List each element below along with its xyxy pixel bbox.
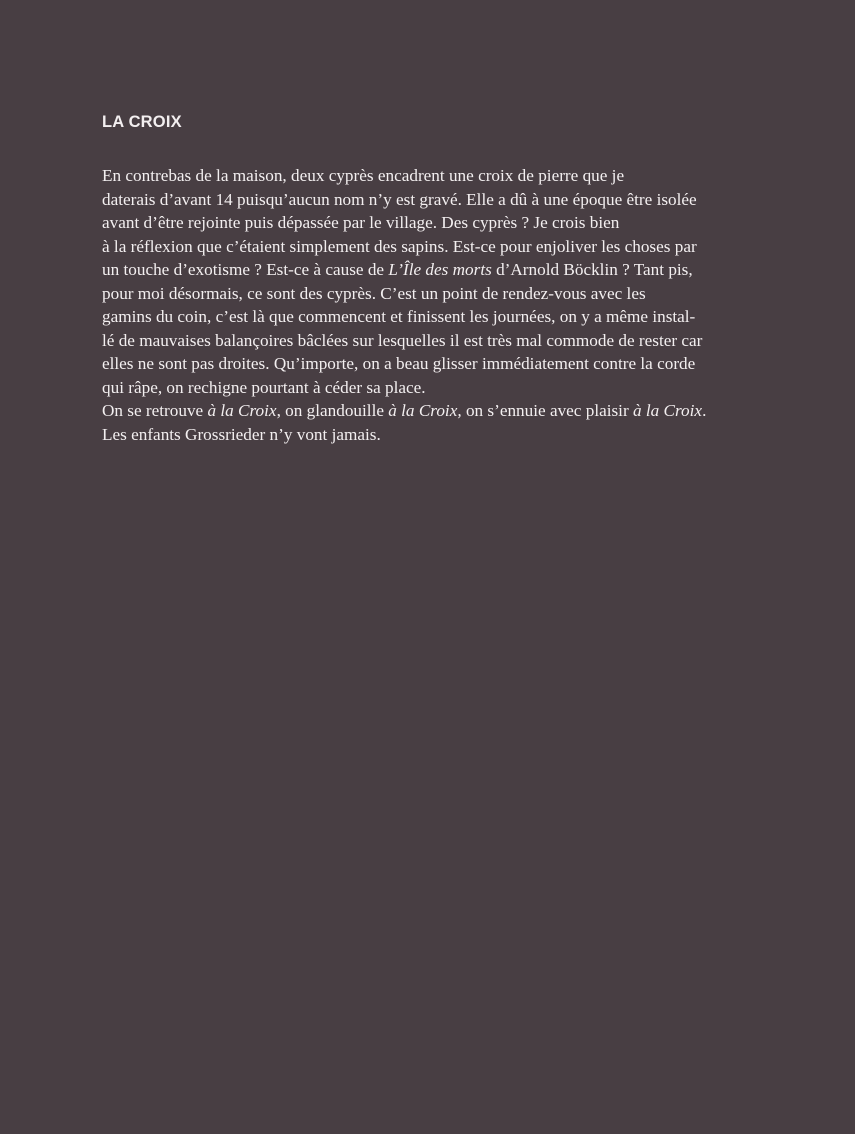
text-line: pour moi désormais, ce sont des cyprès. C’est un point de rendez-vous avec les [102, 283, 646, 303]
text-line: gamins du coin, c’est là que commencent et finissent les journées, on y a même instal- [102, 307, 696, 326]
text-line: On se retrouve à la Croix, on glandouille à la Croix, on s’ennuie avec plaisir à la Croix. [102, 401, 707, 420]
text-line: avant d’être rejointe puis dépassée par le village. Des cyprès ? Je crois bien [102, 213, 620, 232]
body-paragraph [102, 164, 742, 446]
text-line: un touche d’exotisme ? Est-ce à cause de L’Île des morts d’Arnold Böcklin ? Tant pis, [102, 260, 693, 279]
book-title: L’Île des morts [388, 260, 492, 279]
text-line: Les enfants Grossrieder n’y vont jamais. [102, 424, 381, 444]
text-line: daterais d’avant 14 puisqu’aucun nom n’y est gravé. Elle a dû à une époque être isolée [102, 189, 697, 209]
text-line: à la réflexion que c’étaient simplement des sapins. Est-ce pour enjoliver les choses par [102, 236, 697, 256]
text-line: qui râpe, on rechigne pourtant à céder sa place. [102, 377, 426, 397]
text-line: En contrebas de la maison, deux cyprès encadrent une croix de pierre que je [102, 166, 625, 185]
text-line: lé de mauvaises balançoires bâclées sur lesquelles il est très mal commode de rester car [102, 330, 703, 350]
italic-phrase: à la Croix, [388, 401, 462, 420]
page-content [102, 112, 742, 446]
section-title: LA CROIX [102, 113, 182, 131]
text-line: elles ne sont pas droites. Qu’importe, on a beau glisser immédiatement contre la corde [102, 354, 696, 373]
italic-phrase: à la Croix [632, 401, 703, 420]
italic-phrase: à la Croix [207, 401, 277, 420]
